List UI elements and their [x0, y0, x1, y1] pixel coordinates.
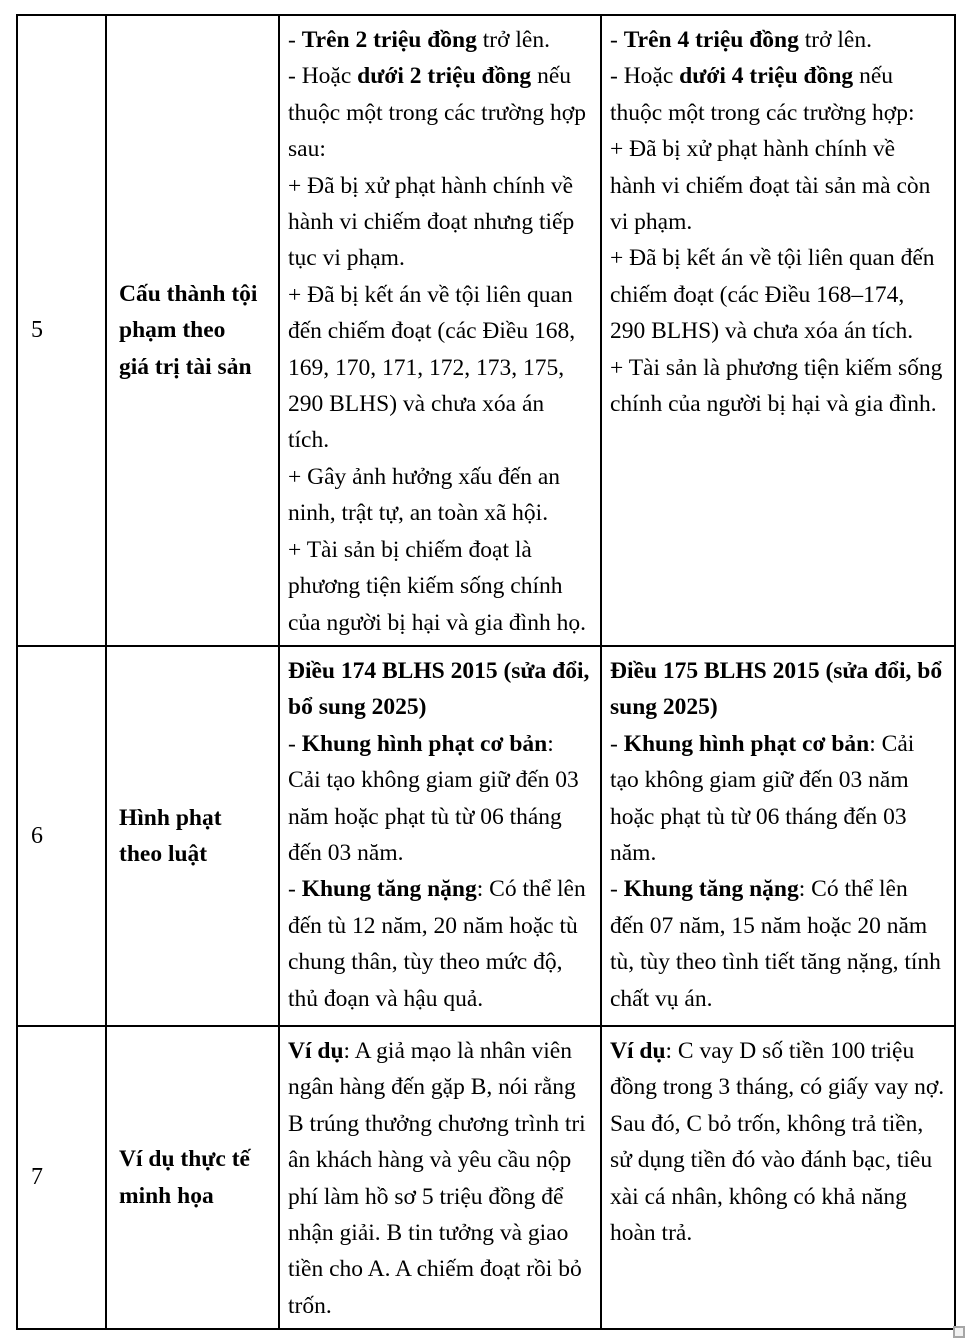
row-label: Hình phạt theo luật: [106, 646, 279, 1026]
law-comparison-table: [16, 14, 956, 1330]
cell-penalty-trust-abuse: [601, 646, 955, 1026]
paragraph: + Tài sản bị chiếm đoạt là phương tiện kiếm sống chính của người bị hại và gia đình họ.: [288, 536, 586, 636]
paragraph: + Đã bị xử phạt hành chính về hành vi chiếm đoạt tài sản mà còn vi phạm.: [610, 136, 931, 236]
resize-handle[interactable]: [953, 1326, 965, 1338]
row-label: Cấu thành tội phạm theo giá trị tài sản: [106, 15, 279, 646]
paragraph: Điều 174 BLHS 2015 (sửa đổi, bổ sung 2025): [288, 657, 590, 721]
paragraph: + Đã bị kết án về tội liên quan đến chiếm đoạt (các Điều 168–174, 290 BLHS) và chưa xóa án tích.: [610, 245, 935, 345]
paragraph: - Khung tăng nặng: Có thể lên đến 07 năm, 15 năm hoặc 20 năm tù, tùy theo tình tiết tăng nặng, tính chất vụ án.: [610, 876, 941, 1012]
cell-example-fraud: [279, 1026, 601, 1329]
paragraph: - Khung hình phạt cơ bản: Cải tạo không giam giữ đến 03 năm hoặc phạt tù từ 06 tháng đến 03 năm.: [610, 730, 915, 866]
paragraph: Ví dụ: A giả mạo là nhân viên ngân hàng đến gặp B, nói rằng B trúng thưởng chương trình tri ân khách hàng và yêu cầu nộp phí làm hồ sơ 5 triệu đồng để nhận giải. B tin tưởng và giao tiền cho A. A chiếm đoạt rồi bỏ trốn.: [288, 1037, 586, 1319]
row-number: 5: [17, 15, 106, 646]
paragraph: - Hoặc dưới 4 triệu đồng nếu thuộc một trong các trường hợp:: [610, 63, 915, 126]
paragraph: - Trên 4 triệu đồng trở lên.: [610, 27, 872, 53]
paragraph: - Khung hình phạt cơ bản: Cải tạo không giam giữ đến 03 năm hoặc phạt tù từ 06 tháng đến 03 năm.: [288, 730, 579, 866]
paragraph: + Tài sản là phương tiện kiếm sống chính của người bị hại và gia đình.: [610, 354, 943, 418]
row-number: 7: [17, 1026, 106, 1329]
row-number: 6: [17, 646, 106, 1026]
paragraph: + Gây ảnh hưởng xấu đến an ninh, trật tự, an toàn xã hội.: [288, 463, 561, 527]
paragraph: + Đã bị xử phạt hành chính về hành vi chiếm đoạt nhưng tiếp tục vi phạm.: [288, 172, 575, 272]
paragraph: - Trên 2 triệu đồng trở lên.: [288, 27, 550, 53]
table-row: [17, 15, 955, 646]
paragraph: - Khung tăng nặng: Có thể lên đến tù 12 năm, 20 năm hoặc tù chung thân, tùy theo mức độ, thủ đoạn và hậu quả.: [288, 876, 586, 1012]
table-row: [17, 1026, 955, 1329]
paragraph: Ví dụ: C vay D số tiền 100 triệu đồng trong 3 tháng, có giấy vay nợ. Sau đó, C bỏ trốn, không trả tiền, sử dụng tiền đó vào đánh bạc, tiêu xài cá nhân, không có khả năng hoàn trả.: [610, 1037, 945, 1246]
cell-constitution-fraud: [279, 15, 601, 646]
table-row: [17, 646, 955, 1026]
paragraph: + Đã bị kết án về tội liên quan đến chiếm đoạt (các Điều 168, 169, 170, 171, 172, 173, 175, 290 BLHS) và chưa xóa án tích.: [288, 281, 576, 454]
cell-constitution-trust-abuse: [601, 15, 955, 646]
paragraph: - Hoặc dưới 2 triệu đồng nếu thuộc một trong các trường hợp sau:: [288, 63, 586, 163]
cell-example-trust-abuse: [601, 1026, 955, 1329]
row-label: Ví dụ thực tế minh họa: [106, 1026, 279, 1329]
cell-penalty-fraud: [279, 646, 601, 1026]
paragraph: Điều 175 BLHS 2015 (sửa đổi, bổ sung 2025): [610, 657, 943, 721]
